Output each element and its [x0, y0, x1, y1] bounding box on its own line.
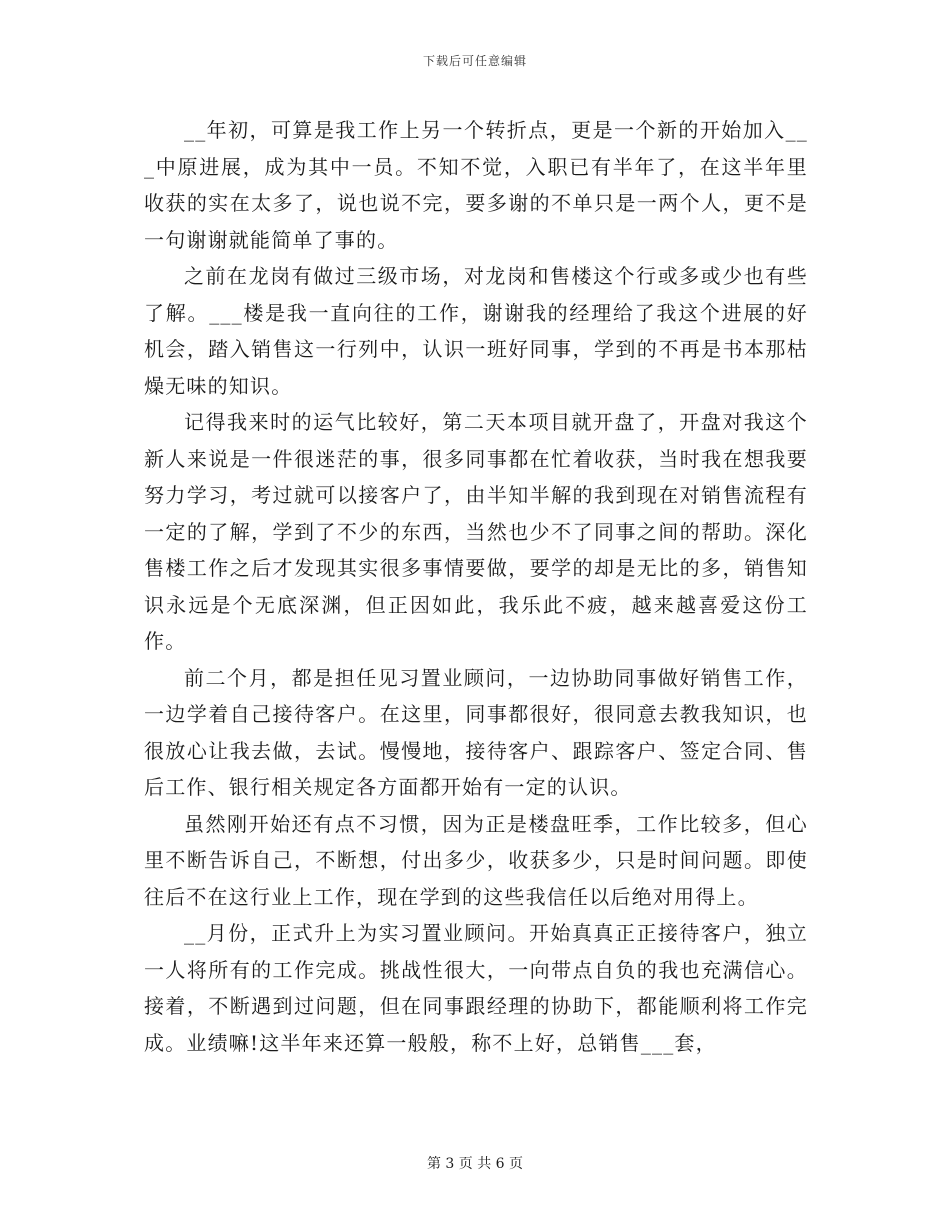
document-body [144, 112, 808, 1061]
paragraph-1: __年初，可算是我工作上另一个转折点，更是一个新的开始加入___中原进展，成为其中一员。不知不觉，入职已有半年了，在这半年里收获的实在太多了，说也说不完，要多谢的不单只是一两个人，更不是一句谢谢就能简单了事的。 [144, 118, 808, 252]
page-header-note: 下载后可任意编辑 [422, 54, 527, 68]
paragraph-3: 记得我来时的运气比较好，第二天本项目就开盘了，开盘对我这个新人来说是一件很迷茫的事，很多同事都在忙着收获，当时我在想我要努力学习，考过就可以接客户了，由半知半解的我到现在对销售流程有一定的了解，学到了不少的东西，当然也少不了同事之间的帮助。深化售楼工作之后才发现其实很多事情要做，要学的却是无比的多，销售知识永远是个无底深渊，但正因如此，我乐此不疲，越来越喜爱这份工作。 [144, 410, 808, 653]
paragraph-4: 前二个月，都是担任见习置业顾问，一边协助同事做好销售工作，一边学着自己接待客户。在这里，同事都很好，很同意去教我知识，也很放心让我去做，去试。慢慢地，接待客户、跟踪客户、签定合同、售后工作、银行相关规定各方面都开始有一定的认识。 [144, 665, 808, 799]
paragraph-6: __月份，正式升上为实习置业顾问。开始真真正正接待客户，独立一人将所有的工作完成。挑战性很大，一向带点自负的我也充满信心。接着，不断遇到过问题，但在同事跟经理的协助下，都能顺利将工作完成。业绩嘛!这半年来还算一般般，称不上好，总销售___套， [144, 921, 808, 1055]
page-number-footer: 第 3 页 共 6 页 [426, 1156, 524, 1172]
paragraph-5: 虽然刚开始还有点不习惯，因为正是楼盘旺季，工作比较多，但心里不断告诉自己，不断想，付出多少，收获多少，只是时间问题。即使往后不在这行业上工作，现在学到的这些我信任以后绝对用得上。 [144, 811, 808, 909]
paragraph-2: 之前在龙岗有做过三级市场，对龙岗和售楼这个行或多或少也有些了解。___楼是我一直向往的工作，谢谢我的经理给了我这个进展的好机会，踏入销售这一行列中，认识一班好同事，学到的不再是书本那枯燥无味的知识。 [144, 264, 808, 398]
